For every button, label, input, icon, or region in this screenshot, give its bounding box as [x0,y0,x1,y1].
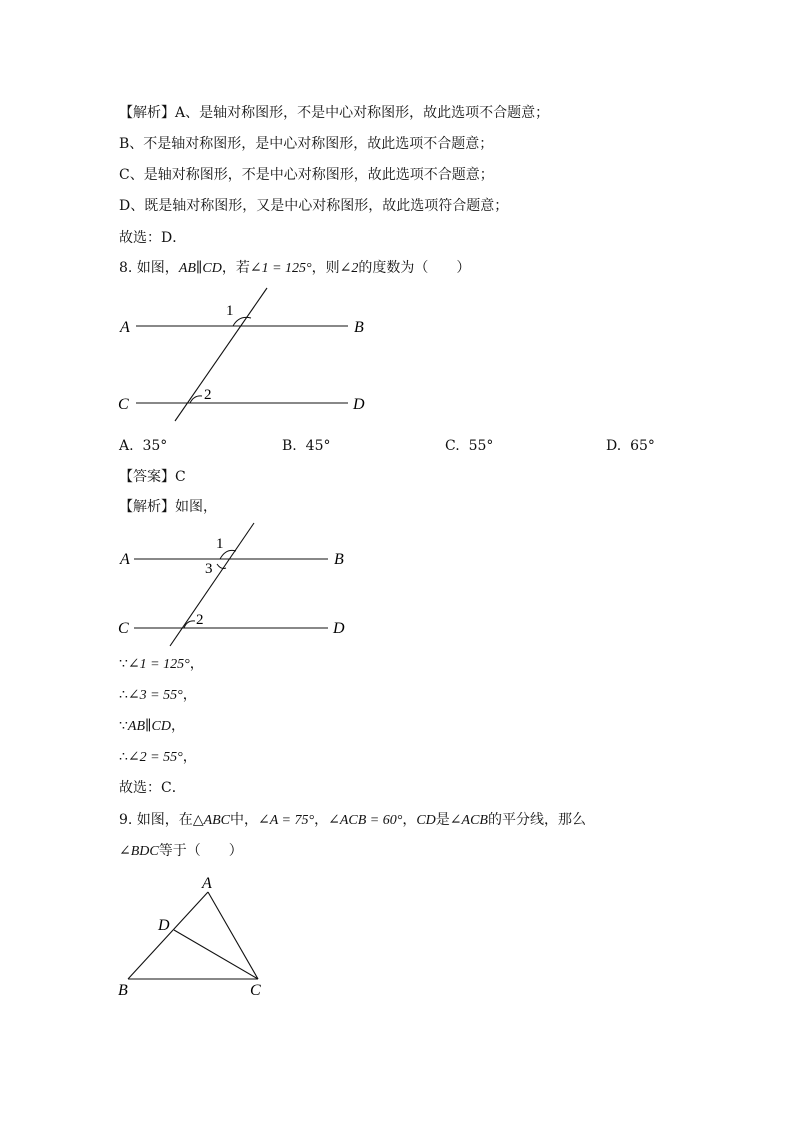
explanation-line-c: C、是轴对称图形，不是中心对称图形，故此选项不合题意； [119,167,494,183]
label-angle-1: 1 [216,536,224,552]
q8-stem-suffix: 的度数为（ ） [358,260,471,276]
q8-option-a[interactable]: A. 35° [119,438,168,454]
explanation-line-d: D、既是轴对称图形，又是中心对称图形，故此选项符合题意； [119,198,509,214]
explanation-line-a: 【解析】A、是轴对称图形，不是中心对称图形，故此选项不合题意； [119,105,550,121]
q8-answer: 【答案】C [119,469,186,485]
q8-analysis-figure [112,520,362,650]
q8-target-angle: ∠2 [339,261,359,276]
label-c: C [118,620,129,637]
explanation-conclusion: 故选：D． [119,230,187,246]
q9-figure [112,872,282,1002]
label-angle-2: 2 [196,612,204,628]
segment-cd [174,930,258,979]
label-b: B [334,551,344,568]
angle-2-arc [184,621,195,628]
q8-stem-prefix: 8. 如图， [119,260,179,276]
label-d: D [353,396,365,413]
label-c: C [118,396,129,413]
q9-segment-cd: CD [416,813,436,828]
q9-angle-a: ∠A = 75° [258,813,315,828]
explanation-line-b: B、不是轴对称图形，是中心对称图形，故此选项不合题意； [119,136,494,152]
label-angle-1: 1 [226,303,234,319]
q9-angle-ref: ∠ACB [449,813,488,828]
q8-parallel-condition: AB∥CD [178,261,222,276]
q9-triangle: △ABC [192,813,231,828]
q8-stem [119,258,470,279]
q9-stem-line-1: 9. 如图，在△ABC中，∠A = 75°，∠ACB = 60°，CD是∠ACB的平分线，那么 [119,812,586,828]
q8-step-1: ∵∠1 = 125°， [119,656,204,672]
label-a: A [120,551,130,568]
side-ab [128,892,208,979]
label-angle-3: 3 [205,561,213,577]
q8-conclusion: 故选：C． [119,780,186,796]
label-a: A [120,319,130,336]
q9-target-angle: ∠BDC [119,844,159,859]
q8-option-c[interactable]: C. 55° [445,438,494,454]
transversal [175,288,267,421]
q8-figure [112,283,382,428]
q8-angle-condition: ∠1 = 125° [249,261,312,276]
label-b: B [118,982,128,999]
label-b: B [354,319,364,336]
q8-step-4: ∴∠2 = 55°， [119,749,197,765]
q8-analysis-intro: 【解析】如图， [119,499,217,515]
label-d: D [158,917,170,934]
label-c: C [250,982,261,999]
side-ac [208,892,258,979]
label-a: A [202,875,212,892]
q9-stem-line-2: ∠BDC等于（ ） [119,843,243,859]
q9-angle-acb: ∠ACB = 60° [328,813,403,828]
q8-stem-mid2: ，则 [311,260,340,276]
label-d: D [333,620,345,637]
label-angle-2: 2 [204,387,212,403]
q8-stem-mid: ，若 [221,260,250,276]
q8-step-2: ∴∠3 = 55°， [119,687,197,703]
q8-step-3: ∵AB∥CD， [119,718,185,734]
q8-option-d[interactable]: D. 65° [606,438,655,454]
q8-option-b[interactable]: B. 45° [282,438,331,454]
